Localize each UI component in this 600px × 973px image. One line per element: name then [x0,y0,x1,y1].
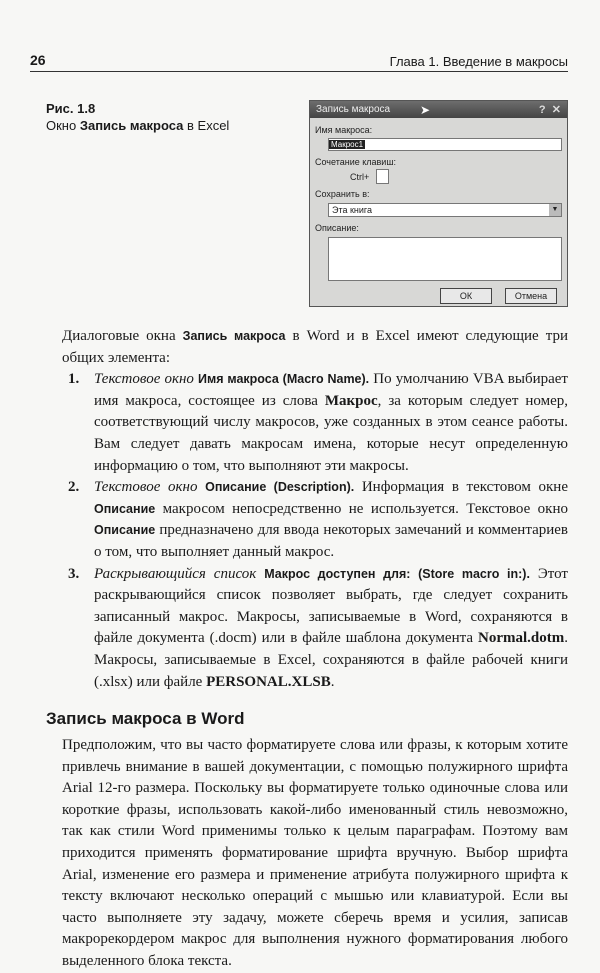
list-item: 3. Раскрывающийся список Макрос доступен для: (Store macro in:). Этот раскрывающийся список позволяет выбрать, где следует сохранить записанный макрос. Макросы, записываемые в Word, сохраняются в файле документа (.docm) или в файле шаблона документа Normal.dotm. Макросы, записываемые в Excel, сохраняются в файле рабочей книги (.xlsx) или файле PERSONAL.XLSB. [68,565,568,690]
description-label: Описание: [315,223,359,233]
cancel-button[interactable]: Отмена [505,288,557,304]
macro-name-input[interactable] [328,138,562,151]
macro-name-label: Имя макроса: [315,125,373,135]
macro-name-value: Макрос1 [331,140,364,149]
page-number: 26 [30,52,46,68]
store-in-value: Эта книга [332,205,373,215]
record-macro-dialog [309,100,568,307]
dialog-title: Запись макроса [316,104,391,115]
list-item: 1. Текстовое окно Имя макроса (Macro Name). По умолчанию VBA выбирает имя макроса, состоящее из слова Макрос, за которым следует номер, соответствующий числу макросов, уже созданных в этом сеансе работы. Вам следует давать макросам имена, которые несут определенную информацию о том, что выполняют эти макросы. [68,371,568,474]
help-button[interactable]: ? [538,104,546,116]
figure-label: Рис. 1.8 [46,101,96,116]
close-button[interactable]: ✕ [551,104,561,116]
section-paragraph: Предположим, что вы часто форматируете слова или фразы, к которым хотите привлечь внимание в вашей документации, с помощью полужирного шрифта Arial 12-го размера. Поскольку вы форматируете только одиночные слова или короткие фразы, использовать какой-либо именованный стиль невозможно, так как стили Word применимы только к целым параграфам. Поэтому вам приходится применять форматирование шрифта вручную. Выбор шрифта Arial, изменение его размера и применение атрибута полужирного шрифта к тексту включают несколько операций с мышью или клавиатурой. Если вы часто выполняете эту задачу, можете сберечь время и усилия, записав макрорекордером макрос для выполнения нужного форматирования любого выделенного блока текста. [62,737,568,970]
shortcut-key-input[interactable] [376,169,389,184]
text-flow [46,326,568,973]
store-in-select[interactable] [328,203,562,217]
elements-list [62,369,568,693]
chevron-down-icon[interactable]: ▼ [549,204,561,216]
dialog-titlebar [310,101,567,118]
figure-caption [46,100,296,134]
description-input[interactable] [328,237,562,281]
section-heading: Запись макроса в Word [46,709,245,729]
cursor-icon: ➤ [420,103,431,117]
caption-text: Окно [46,118,80,133]
caption-bold: Запись макроса [79,118,184,133]
body-text [62,326,568,693]
ok-button[interactable]: ОК [440,288,492,304]
intro-paragraph: Диалоговые окна Запись макроса в Word и в Excel имеют следующие три общих элемента: [62,328,568,366]
store-in-label: Сохранить в: [315,189,370,199]
caption-text-end: в Excel [183,118,230,133]
shortcut-label: Сочетание клавиш: [315,157,397,167]
running-header [30,52,568,72]
ctrl-label: Ctrl+ [350,172,370,182]
chapter-title: Глава 1. Введение в макросы [389,54,568,69]
list-item: 2. Текстовое окно Описание (Description). Информация в текстовом окне Описание макросом непосредственно не используется. Текстовое окно Описание предназначено для ввода некоторых замечаний и комментариев о том, что выполняет данный макрос. [68,479,568,560]
